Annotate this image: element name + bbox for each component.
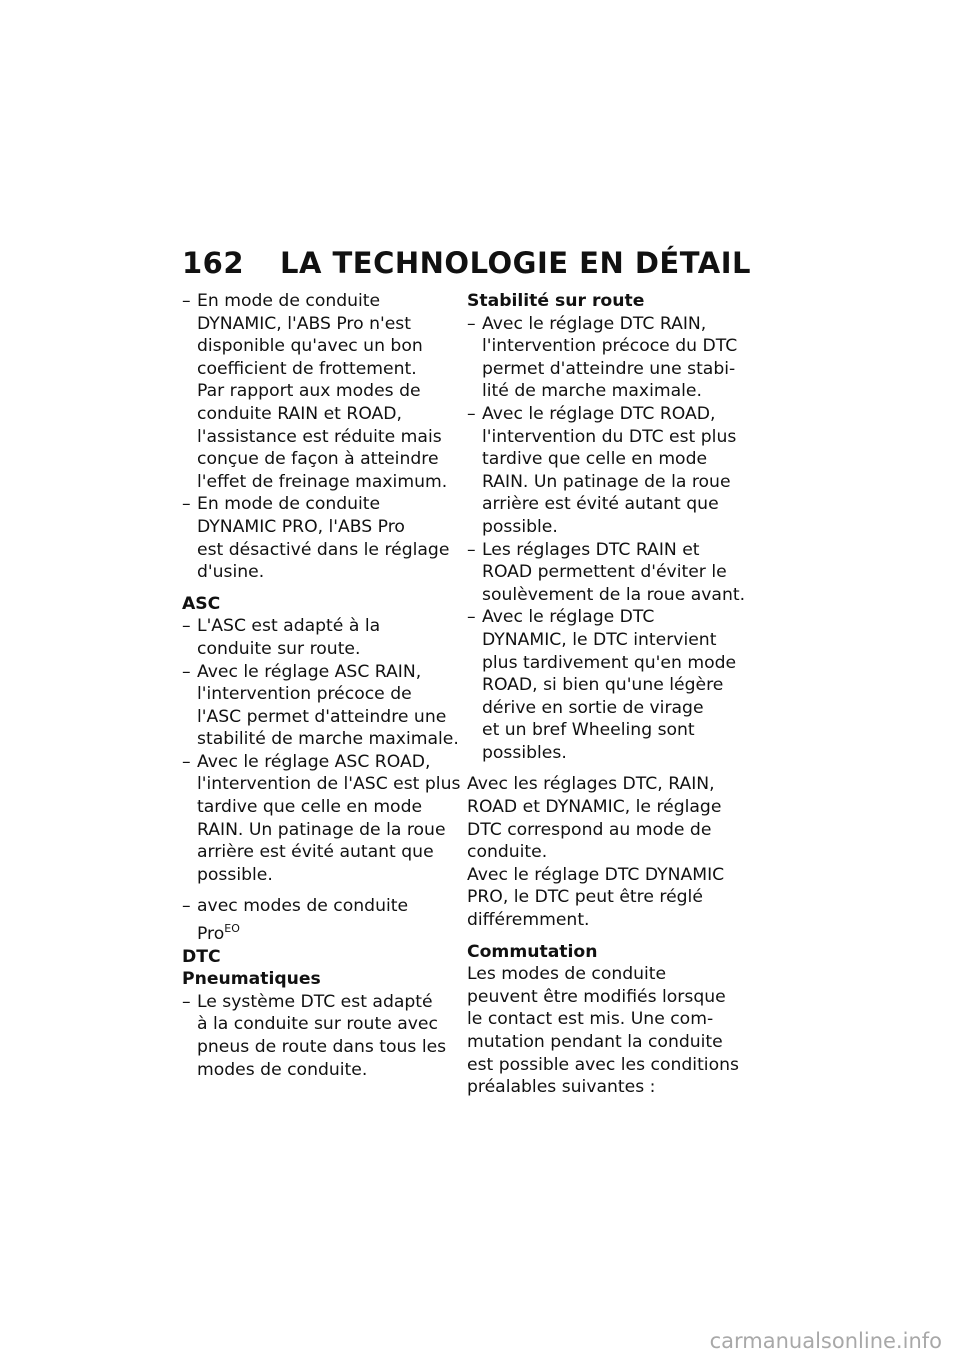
list-item xyxy=(182,493,472,583)
text-line: disponible qu'avec un bon xyxy=(197,336,423,357)
text-line: l'effet de freinage maximum. xyxy=(197,471,448,492)
paragraph xyxy=(467,773,757,863)
text-line: modes de conduite. xyxy=(197,1059,368,1080)
text-line: ROAD, si bien qu'une légère xyxy=(482,675,724,696)
text-line: DYNAMIC, l'ABS Pro n'est xyxy=(197,313,411,334)
list-item xyxy=(467,539,757,607)
text-line: – Avec le réglage ASC ROAD, xyxy=(197,751,431,772)
page-header xyxy=(182,246,751,280)
text-line: arrière est évité autant que xyxy=(482,494,719,515)
list-item xyxy=(182,290,472,493)
right-column xyxy=(467,290,757,1099)
paragraph xyxy=(467,864,757,932)
list-item xyxy=(182,991,472,1081)
text-line: conduite RAIN et ROAD, xyxy=(197,403,403,424)
text-line xyxy=(197,918,472,946)
text-line: RAIN. Un patinage de la roue xyxy=(197,819,446,840)
text-line: conçue de façon à atteindre xyxy=(197,449,439,470)
text-line: – L'ASC est adapté à la xyxy=(197,616,381,637)
text-line: conduite. xyxy=(467,842,548,863)
list-item xyxy=(467,313,757,403)
left-column xyxy=(182,290,472,1081)
text-line: l'assistance est réduite mais xyxy=(197,426,442,447)
text-line: – Les réglages DTC RAIN et xyxy=(482,539,700,560)
text-line: le contact est mis. Une com- xyxy=(467,1009,714,1030)
text-line: préalables suivantes : xyxy=(467,1077,656,1098)
text-line: – Le système DTC est adapté xyxy=(197,991,433,1012)
section-heading-dtc: DTC xyxy=(182,946,221,967)
text-line: mutation pendant la conduite xyxy=(467,1032,723,1052)
text-line: tardive que celle en mode xyxy=(197,797,423,818)
text-line: – Avec le réglage DTC ROAD, xyxy=(482,403,716,424)
text-line: l'ASC permet d'atteindre une xyxy=(197,706,447,727)
text-line: possible. xyxy=(482,516,558,537)
list-item xyxy=(467,606,757,764)
text-line: l'intervention précoce de xyxy=(197,684,412,705)
text-line: RAIN. Un patinage de la roue xyxy=(482,471,731,492)
text-line: l'intervention de l'ASC est plus xyxy=(197,774,461,795)
text-line: différemment. xyxy=(467,910,590,931)
text-line: – Avec le réglage DTC xyxy=(482,607,655,628)
text-line: possible. xyxy=(197,864,273,885)
subheading-switching: Commutation xyxy=(467,941,598,962)
text-line: Avec le réglage DTC DYNAMIC xyxy=(467,864,725,885)
watermark: carmanualsonline.info xyxy=(709,1329,942,1353)
text-line: et un bref Wheeling sont xyxy=(482,720,695,741)
text-line: est possible avec les conditions xyxy=(467,1054,739,1075)
text-line: coefficient de frottement. xyxy=(197,358,417,379)
text-line: dérive en sortie de virage xyxy=(482,697,704,718)
text-line: PRO, le DTC peut être réglé xyxy=(467,887,703,908)
text-line: à la conduite sur route avec xyxy=(197,1014,438,1035)
text-line: pneus de route dans tous les xyxy=(197,1037,447,1057)
text-line: l'intervention précoce du DTC xyxy=(482,336,738,357)
text-line: lité de marche maximale. xyxy=(482,381,702,402)
page-number: 162 xyxy=(182,246,245,280)
text-line: Les modes de conduite xyxy=(467,964,667,985)
text-line: – En mode de conduite xyxy=(197,291,381,311)
text-line: possibles. xyxy=(482,742,567,763)
text-line: soulèvement de la roue avant. xyxy=(482,584,746,605)
text-line: Par rapport aux modes de xyxy=(197,381,421,402)
text-line: – Avec le réglage ASC RAIN, xyxy=(197,661,422,682)
list-item xyxy=(182,615,472,660)
text-line: – avec modes de conduite xyxy=(197,896,409,917)
text-line: arrière est évité autant que xyxy=(197,842,434,863)
text-line: tardive que celle en mode xyxy=(482,449,708,470)
subheading-tyres: Pneumatiques xyxy=(182,969,321,990)
text-line: est désactivé dans le réglage xyxy=(197,539,450,560)
text-line: permet d'atteindre une stabi- xyxy=(482,358,736,379)
list-item xyxy=(182,895,472,945)
list-item xyxy=(182,751,472,887)
list-item xyxy=(182,661,472,751)
text-line: d'usine. xyxy=(197,562,265,583)
text-line: plus tardivement qu'en mode xyxy=(482,652,737,673)
text-line: l'intervention du DTC est plus xyxy=(482,426,737,447)
text-line: conduite sur route. xyxy=(197,638,361,659)
section-heading-asc: ASC xyxy=(182,593,221,614)
text-line: stabilité de marche maximale. xyxy=(197,729,459,750)
text-line: DYNAMIC PRO, l'ABS Pro xyxy=(197,516,405,537)
subheading-stability: Stabilité sur route xyxy=(467,291,645,311)
page-title: LA TECHNOLOGIE EN DÉTAIL xyxy=(280,246,751,280)
option-superscript: EO xyxy=(224,922,240,936)
text-line: DTC correspond au mode de xyxy=(467,819,712,840)
paragraph xyxy=(467,963,757,1099)
text-line: DYNAMIC, le DTC intervient xyxy=(482,629,717,650)
text-line: peuvent être modifiés lorsque xyxy=(467,986,726,1007)
text-line: – Avec le réglage DTC RAIN, xyxy=(482,313,707,334)
list-item xyxy=(467,403,757,539)
text-line: ROAD et DYNAMIC, le réglage xyxy=(467,797,722,818)
text-line: ROAD permettent d'éviter le xyxy=(482,562,727,583)
pro-label: Pro xyxy=(197,924,225,945)
text-line: – En mode de conduite xyxy=(197,494,381,515)
text-line: Avec les réglages DTC, RAIN, xyxy=(467,774,715,795)
